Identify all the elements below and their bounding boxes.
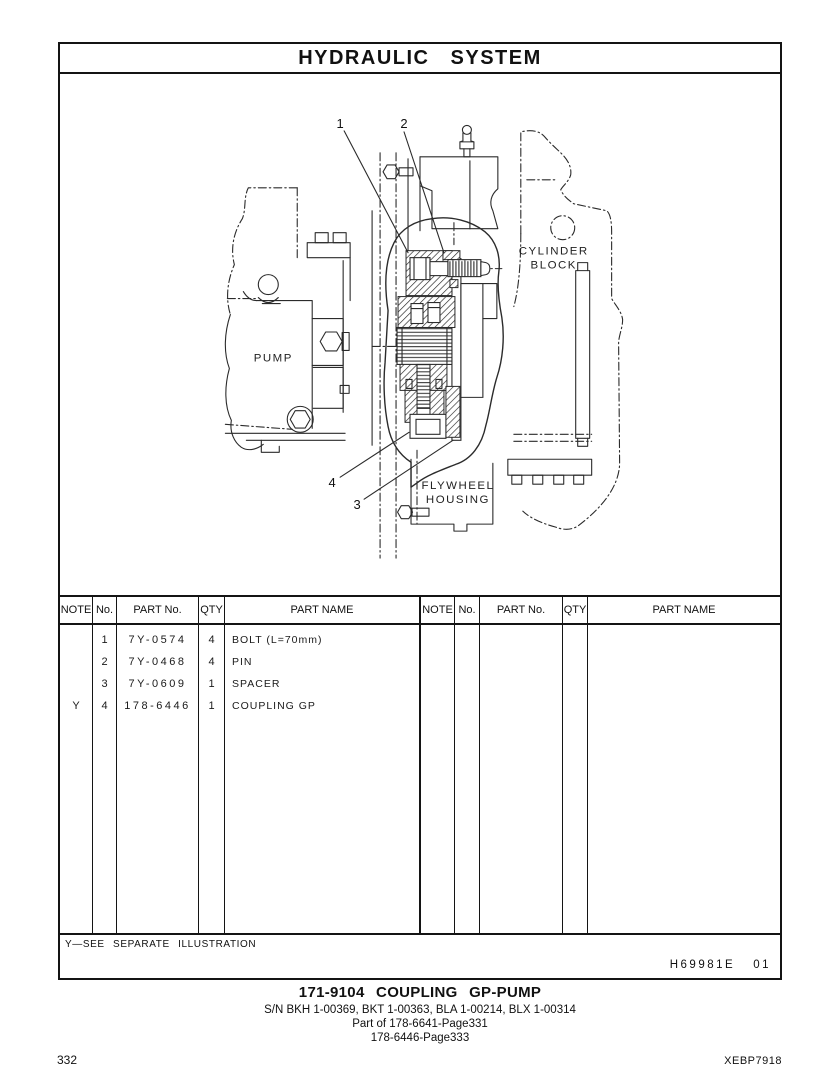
no-column	[93, 625, 117, 933]
part-no-cell: 178-6446	[124, 700, 191, 712]
part-name-cell: PIN	[232, 656, 253, 668]
no-column-right	[455, 625, 480, 933]
callout-4: 4	[328, 475, 336, 491]
parts-table-body	[60, 625, 780, 933]
qty-cell: 4	[208, 656, 215, 668]
coupling-assembly	[397, 251, 502, 441]
caption-serial-numbers: S/N BKH 1-00369, BKT 1-00363, BLA 1-00214, BLX 1-00314	[264, 1004, 576, 1016]
note-cell	[60, 629, 92, 651]
pump-outline	[225, 188, 345, 452]
part-name-cell: SPACER	[232, 678, 281, 690]
flywheel-housing-label-2: HOUSING	[425, 494, 490, 507]
caption-part-of: Part of 178-6641-Page331	[352, 1018, 488, 1030]
cylinder-block-outline	[508, 131, 623, 530]
qty-column-right	[563, 625, 588, 933]
header-no: No.	[93, 597, 117, 623]
document-code: XEBP7918	[724, 1055, 782, 1067]
qty-cell: 4	[208, 634, 215, 646]
header-part-name: PART NAME	[652, 604, 716, 616]
callout-3: 3	[353, 497, 361, 513]
parts-table-header	[60, 597, 780, 625]
caption-page-ref: 178-6446-Page333	[370, 1032, 470, 1044]
page-title: HYDRAULIC SYSTEM	[60, 44, 780, 74]
caption-block	[0, 984, 840, 1045]
header-note: NOTE	[421, 597, 455, 623]
pin	[428, 303, 440, 323]
bolt-head	[410, 258, 430, 280]
stud-threads	[417, 364, 430, 408]
header-part-no: PART No.	[480, 597, 563, 623]
pin	[411, 304, 423, 324]
pump-label: PUMP	[253, 352, 293, 365]
parts-diagram	[60, 74, 780, 595]
header-note: NOTE	[60, 597, 93, 623]
coupling-splines	[397, 328, 452, 365]
note-column	[60, 625, 93, 933]
callout-2: 2	[400, 115, 408, 131]
header-no: No.	[455, 597, 480, 623]
revision-id: H69981E	[669, 959, 736, 971]
note-column-right	[421, 625, 455, 933]
no-cell: 3	[101, 678, 108, 690]
revision-number: 01	[753, 959, 771, 971]
note-cell	[60, 673, 92, 695]
no-cell: 1	[101, 634, 108, 646]
flywheel-housing-label-1: FLYWHEEL	[421, 480, 495, 493]
footnote-row	[60, 933, 780, 978]
part-no-column-right	[480, 625, 563, 933]
page-number: 332	[57, 1053, 78, 1067]
header-qty: QTY	[563, 597, 588, 623]
cylinder-block-label-2: BLOCK	[530, 259, 577, 272]
no-cell: 2	[101, 656, 108, 668]
part-no-column	[117, 625, 199, 933]
mounting-flange	[307, 153, 397, 558]
footnote-text: Y—SEE SEPARATE ILLUSTRATION	[65, 939, 257, 950]
parts-table	[60, 595, 780, 933]
revision-code	[670, 959, 771, 971]
header-part-no: PART No.	[117, 597, 199, 623]
header-part-name: PART NAME	[225, 597, 421, 623]
part-no-cell: 7Y-0609	[128, 678, 187, 690]
part-no-cell: 7Y-0468	[128, 656, 187, 668]
cylinder-block-label-1: CYLINDER	[518, 245, 589, 258]
note-cell	[60, 651, 92, 673]
main-frame	[58, 42, 782, 980]
part-name-column-right	[588, 625, 780, 933]
no-cell: 4	[101, 700, 108, 712]
caption-title: 171-9104 COUPLING GP-PUMP	[298, 984, 542, 1001]
part-name-column	[225, 625, 421, 933]
qty-cell: 1	[208, 678, 215, 690]
qty-column	[199, 625, 225, 933]
pin-block-section	[398, 297, 455, 328]
qty-cell: 1	[208, 700, 215, 712]
part-name-cell: COUPLING GP	[232, 700, 316, 712]
note-cell: Y	[72, 700, 80, 712]
part-name-cell: BOLT (L=70mm)	[232, 634, 323, 646]
spacer-section	[446, 386, 460, 437]
part-no-cell: 7Y-0574	[128, 634, 187, 646]
callout-1: 1	[336, 115, 344, 131]
header-qty: QTY	[199, 597, 225, 623]
